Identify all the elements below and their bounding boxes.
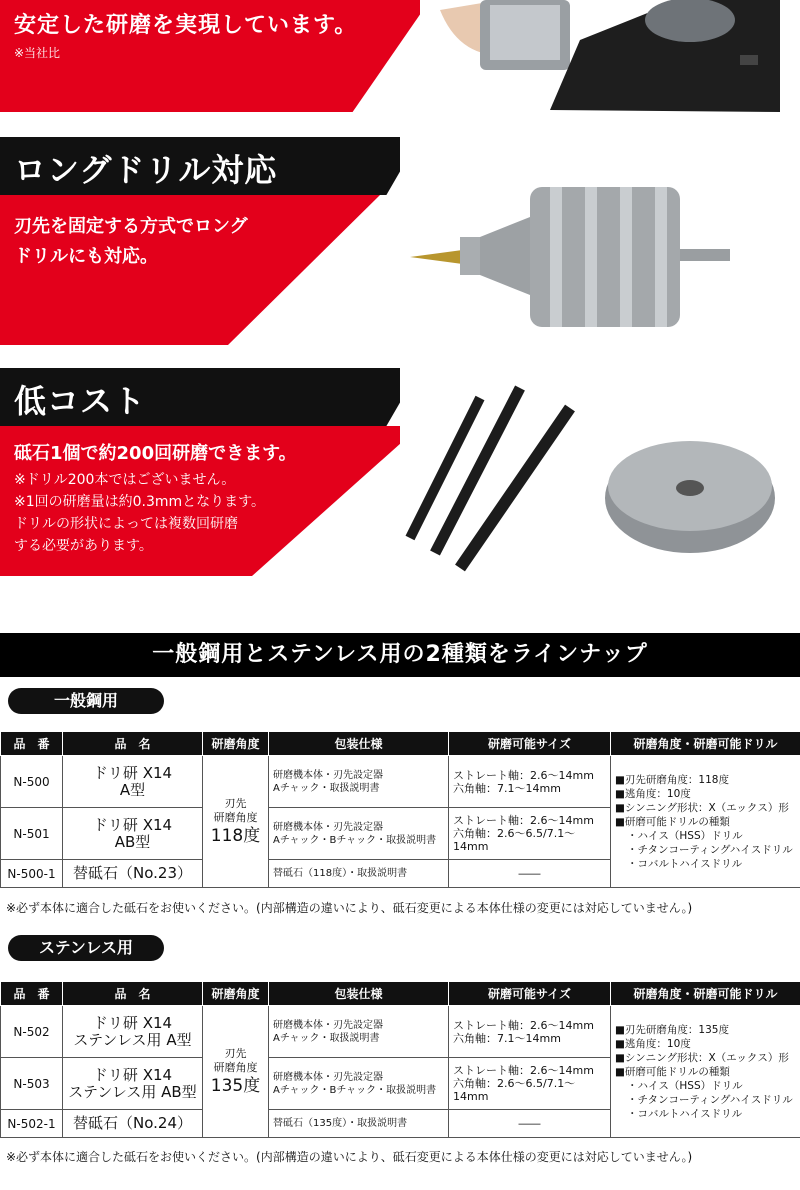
header-code: 品 番 [1,732,63,756]
spec-table-general-steel [0,731,800,888]
package-spec: 替砥石（118度）・取扱説明書 [269,860,449,888]
header-name: 品 名 [63,982,203,1006]
header-pack: 包装仕様 [269,982,449,1006]
feature-text-line: 刃先を固定する方式でロング [14,216,248,237]
product-name: ドリ研 X14 AB型 [63,808,203,860]
grindable-size: ストレート軸：2.6～14mm 六角軸：7.1～14mm [449,756,611,808]
feature-title: 低コスト [14,382,147,420]
grindable-size: ストレート軸：2.6～14mm 六角軸：2.6～6.5/7.1～14mm [449,1058,611,1110]
drill-info: ■刃先研磨角度：135度 ■逃角度：10度 ■シンニング形状：X（エックス）形 ■研磨可能ドリルの種類 ・ハイス（HSS）ドリル ・チタンコーティングハイスドリル ・コバルトハイスドリル [611,1006,800,1138]
product-name: 替砥石（No.23） [63,860,203,888]
drill-info: ■刃先研磨角度：118度 ■逃角度：10度 ■シンニング形状：X（エックス）形 ■研磨可能ドリルの種類 ・ハイス（HSS）ドリル ・チタンコーティングハイスドリル ・コバルトハイスドリル [611,756,800,888]
grindable-size: ―― [449,1110,611,1138]
grindable-size: ―― [449,860,611,888]
header-drill: 研磨角度・研磨可能ドリル [611,982,800,1006]
header-angle: 研磨角度 [203,732,269,756]
category-label: ステンレス用 [8,935,164,961]
feature-long-drill [0,137,800,363]
table-row [1,1006,800,1058]
header-drill: 研磨角度・研磨可能ドリル [611,732,800,756]
product-code: N-500-1 [1,860,63,888]
package-spec: 替砥石（135度）・取扱説明書 [269,1110,449,1138]
long-drill-chuck-photo [400,137,800,347]
footnote: ※必ず本体に適合した砥石をお使いください。(内部構造の違いにより、砥石変更による本体仕様の変更には対応していません。) [6,901,693,915]
feature-note: ※ドリル200本ではございません。 [14,472,236,488]
lineup-title: 一般鋼用とステンレス用の2種類をラインナップ [0,633,800,677]
header-angle: 研磨角度 [203,982,269,1006]
feature-low-cost [0,368,800,594]
package-spec: 研磨機本体・刃先設定器 Aチャック・取扱説明書 [269,1006,449,1058]
spec-table-stainless [0,981,800,1138]
header-code: 品 番 [1,982,63,1006]
footnote: ※必ず本体に適合した砥石をお使いください。(内部構造の違いにより、砥石変更による本体仕様の変更には対応していません。) [6,1150,693,1164]
grindable-size: ストレート軸：2.6～14mm 六角軸：2.6～6.5/7.1～14mm [449,808,611,860]
package-spec: 研磨機本体・刃先設定器 Aチャック・Bチャック・取扱説明書 [269,1058,449,1110]
grinder-machine-photo [420,0,800,112]
grinding-angle: 刃先 研磨角度 118度 [203,756,269,888]
table-row [1,756,800,808]
header-name: 品 名 [63,732,203,756]
feature-lead: 砥石1個で約200回研磨できます。 [14,443,297,464]
product-code: N-502 [1,1006,63,1058]
product-name: ドリ研 X14 ステンレス用 AB型 [63,1058,203,1110]
product-code: N-502-1 [1,1110,63,1138]
header-size: 研磨可能サイズ [449,982,611,1006]
top-note: ※当社比 [14,46,61,60]
feature-title: ロングドリル対応 [14,151,278,189]
grinding-angle: 刃先 研磨角度 135度 [203,1006,269,1138]
category-label: 一般鋼用 [8,688,164,714]
drills-and-grindstone-photo [400,368,800,578]
feature-note: ※1回の研磨量は約0.3mmとなります。 [14,494,266,510]
top-headline: 安定した研磨を実現しています。 [14,13,358,38]
product-code: N-501 [1,808,63,860]
package-spec: 研磨機本体・刃先設定器 Aチャック・Bチャック・取扱説明書 [269,808,449,860]
product-code: N-503 [1,1058,63,1110]
package-spec: 研磨機本体・刃先設定器 Aチャック・取扱説明書 [269,756,449,808]
header-size: 研磨可能サイズ [449,732,611,756]
grindable-size: ストレート軸：2.6～14mm 六角軸：7.1～14mm [449,1006,611,1058]
product-name: 替砥石（No.24） [63,1110,203,1138]
product-code: N-500 [1,756,63,808]
product-name: ドリ研 X14 A型 [63,756,203,808]
product-name: ドリ研 X14 ステンレス用 A型 [63,1006,203,1058]
header-pack: 包装仕様 [269,732,449,756]
feature-text-line: ドリルにも対応。 [14,246,158,267]
feature-note: する必要があります。 [14,538,153,554]
feature-note: ドリルの形状によっては複数回研磨 [14,516,238,532]
top-banner [0,0,800,118]
